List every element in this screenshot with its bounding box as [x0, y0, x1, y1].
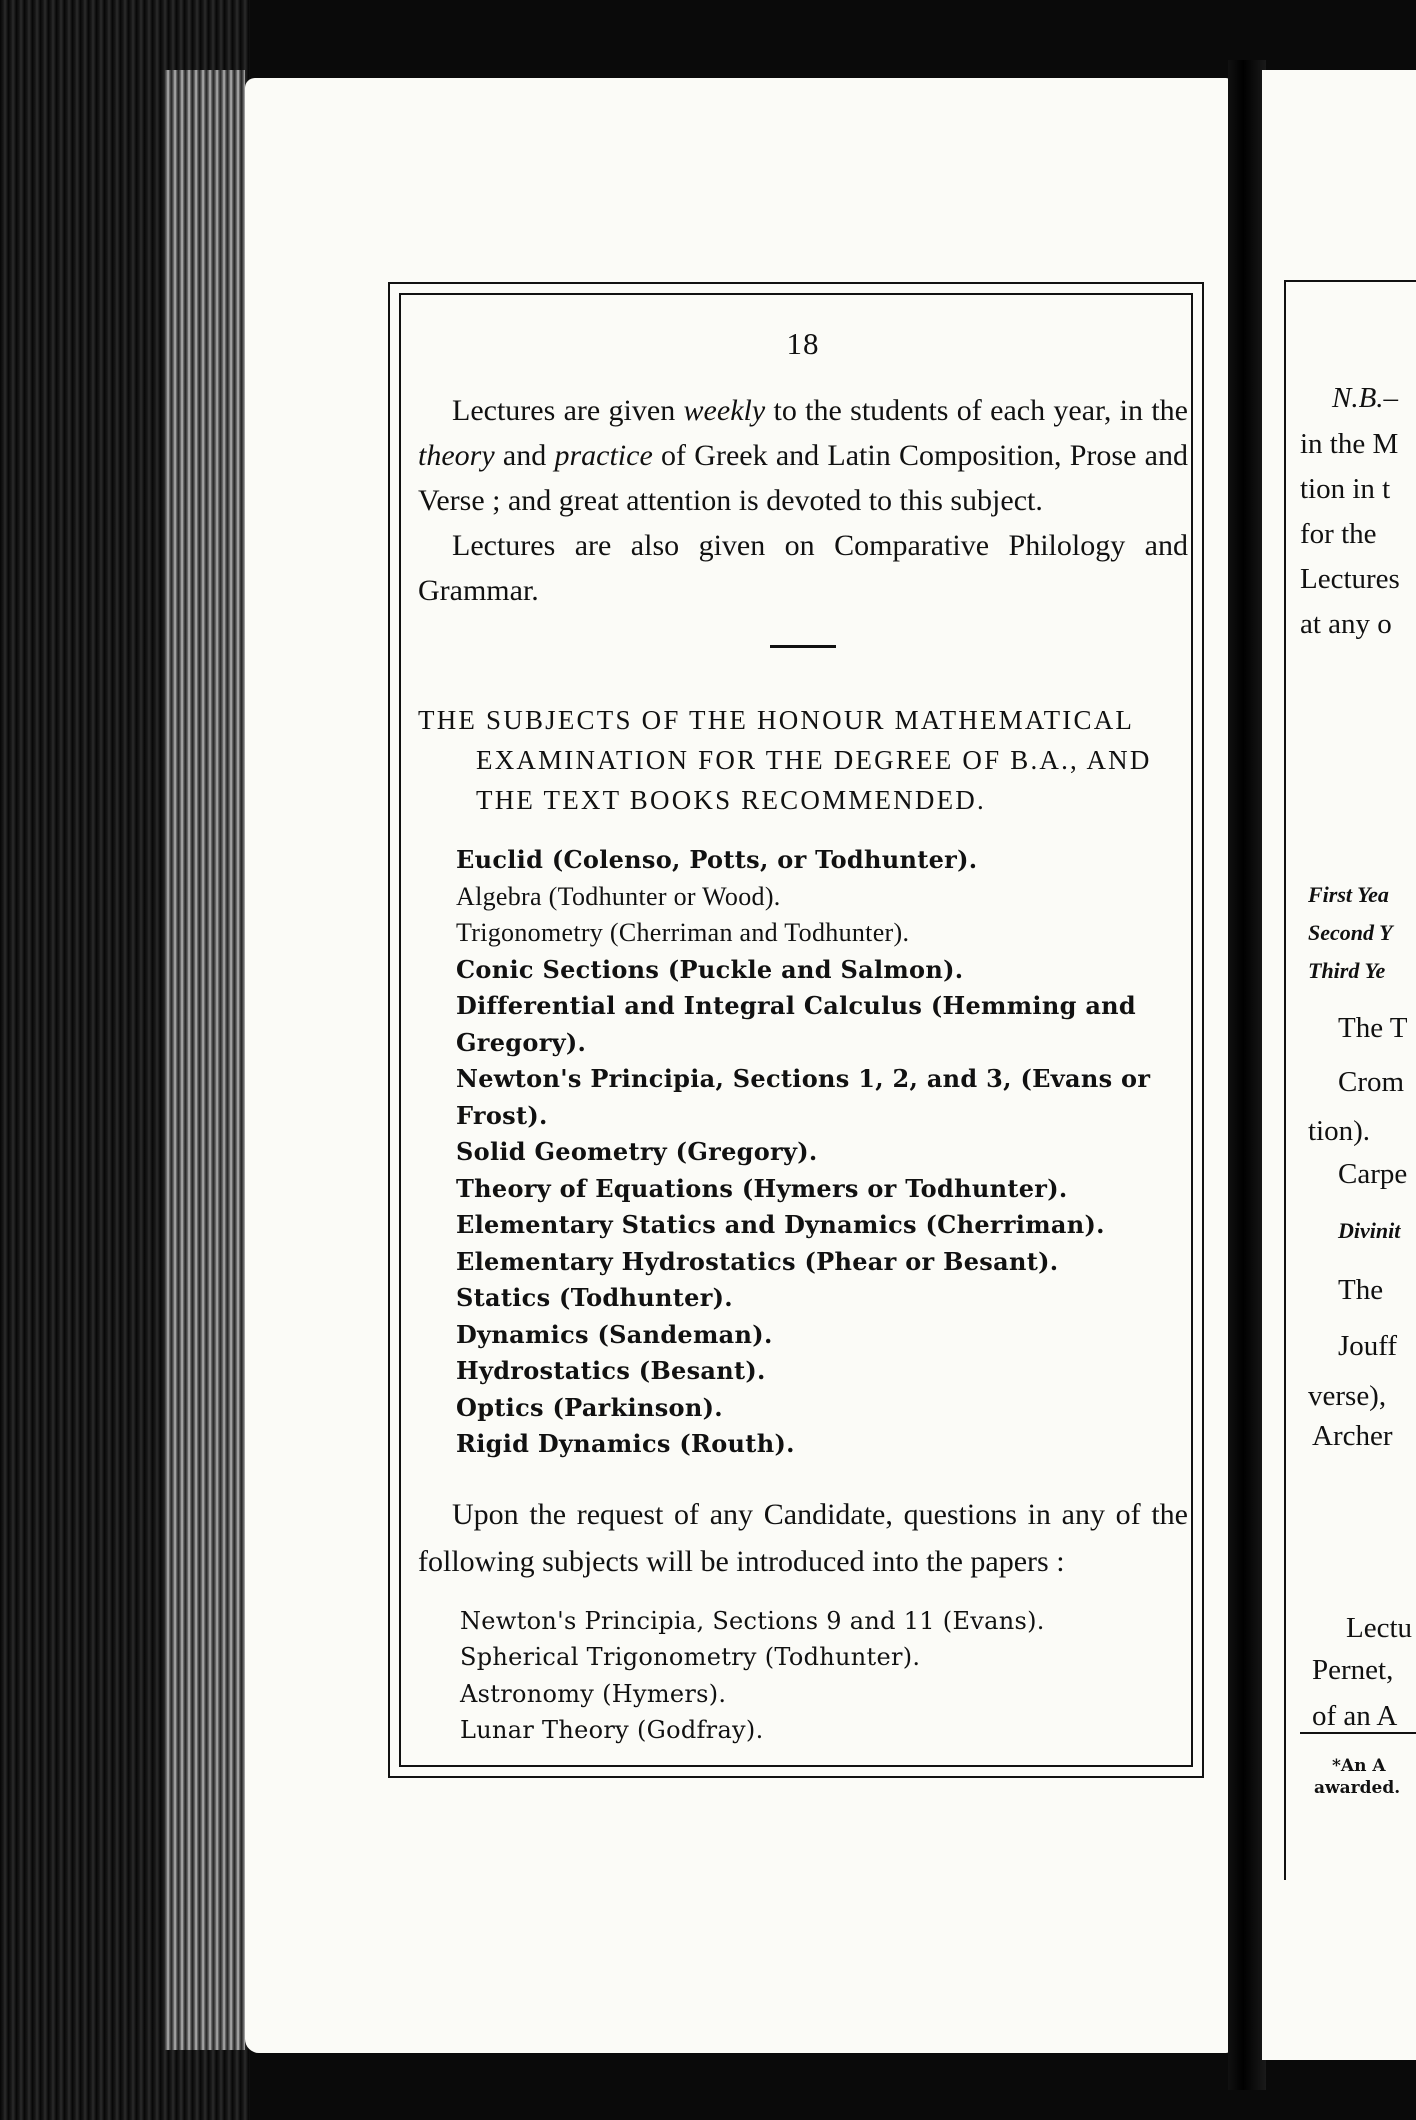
book-gutter — [1228, 60, 1266, 2090]
fragment: of an A — [1312, 1700, 1398, 1732]
text-run: and — [494, 439, 555, 472]
fragment: Third Ye — [1308, 958, 1386, 983]
request-paragraph: Upon the request of any Candidate, questions in any of the following subjects will be introduced into the papers : — [418, 1497, 1188, 1578]
subject-item: Elementary Hydrostatics (Phear or Besant). — [456, 1246, 1059, 1276]
page-content — [418, 318, 1188, 1749]
subject-item: Elementary Statics and Dynamics (Cherriman). — [456, 1210, 1105, 1239]
fragment: tion in t — [1300, 473, 1391, 505]
subjects-list — [418, 842, 1188, 1463]
text-run: to the students of each year, in the — [765, 394, 1188, 427]
optional-subject-item: Spherical Trigonometry (Todhunter). — [460, 1643, 921, 1671]
page-number: 18 — [786, 326, 820, 361]
fragment: Crom — [1338, 1066, 1405, 1098]
emphasis: theory — [418, 439, 495, 472]
section-heading: THE SUBJECTS OF THE HONOUR MATHEMATICAL EXAMINATION FOR THE DEGREE OF B.A., AND THE TEXT BOOKS RECOMMENDED. — [418, 705, 1152, 815]
text-run: of Greek and Latin Composition, Prose and Verse ; and great attention is devoted to this subject. — [418, 439, 1188, 517]
subject-item: Dynamics (Sandeman). — [456, 1319, 773, 1349]
subject-item: Theory of Equations (Hymers or Todhunter). — [456, 1173, 1068, 1203]
adjacent-frame-top — [1284, 280, 1416, 282]
fragment: Lectures — [1300, 563, 1400, 595]
section-divider — [770, 645, 836, 648]
subject-item: Differential and Integral Calculus (Hemming and Gregory). — [456, 991, 1136, 1057]
optional-subject-item: Astronomy (Hymers). — [460, 1679, 727, 1708]
fragment: at any o — [1300, 608, 1392, 640]
subject-item: Newton's Principia, Sections 1, 2, and 3, (Evans or Frost). — [456, 1064, 1151, 1130]
subject-item: Hydrostatics (Besant). — [456, 1356, 766, 1385]
fragment: N.B.– — [1332, 382, 1399, 414]
fragment: Pernet, — [1312, 1654, 1394, 1686]
fragment: Jouff — [1338, 1330, 1398, 1362]
optional-subject-item: Newton's Principia, Sections 9 and 11 (Evans). — [460, 1606, 1045, 1635]
composition-paragraph — [418, 388, 1188, 523]
fragment: for the — [1300, 518, 1377, 550]
fragment: The — [1338, 1274, 1384, 1306]
optional-subjects-list — [418, 1603, 1188, 1749]
subject-item: Euclid (Colenso, Potts, or Todhunter). — [456, 845, 978, 874]
subject-item: Solid Geometry (Gregory). — [456, 1137, 818, 1166]
text-run: Lectures are given — [452, 394, 684, 427]
fragment: Lectu — [1346, 1612, 1413, 1644]
emphasis: weekly — [683, 394, 766, 427]
subject-item: Algebra (Todhunter or Wood). — [456, 881, 781, 911]
fragment: Second Y — [1308, 920, 1393, 945]
subject-item: Statics (Todhunter). — [456, 1283, 733, 1312]
fragment: in the M — [1300, 428, 1399, 460]
fragment: First Yea — [1308, 882, 1389, 907]
adjacent-frame-left — [1284, 280, 1286, 1880]
fragment: The T — [1338, 1012, 1408, 1044]
subject-item: Conic Sections (Puckle and Salmon). — [456, 954, 964, 984]
emphasis: practice — [554, 439, 653, 472]
fragment: tion). — [1308, 1115, 1371, 1147]
subject-item: Optics (Parkinson). — [456, 1392, 723, 1422]
request-section — [418, 1491, 1188, 1749]
fragment: verse), — [1308, 1380, 1387, 1412]
footnote-fragment: *An A — [1332, 1756, 1386, 1776]
footnote-fragment: awarded. — [1314, 1778, 1401, 1798]
philology-paragraph: Lectures are also given on Comparative Philology and Grammar. — [418, 529, 1188, 607]
subject-item: Trigonometry (Cherriman and Todhunter). — [456, 918, 910, 947]
optional-subject-item: Lunar Theory (Godfray). — [460, 1716, 764, 1744]
fragment: Archer — [1312, 1420, 1393, 1452]
adjacent-page — [1262, 70, 1416, 2060]
page-edges — [165, 70, 245, 2050]
fragment: Carpe — [1338, 1158, 1408, 1190]
fragment: Divinit — [1338, 1218, 1401, 1243]
subject-item: Rigid Dynamics (Routh). — [456, 1429, 795, 1458]
